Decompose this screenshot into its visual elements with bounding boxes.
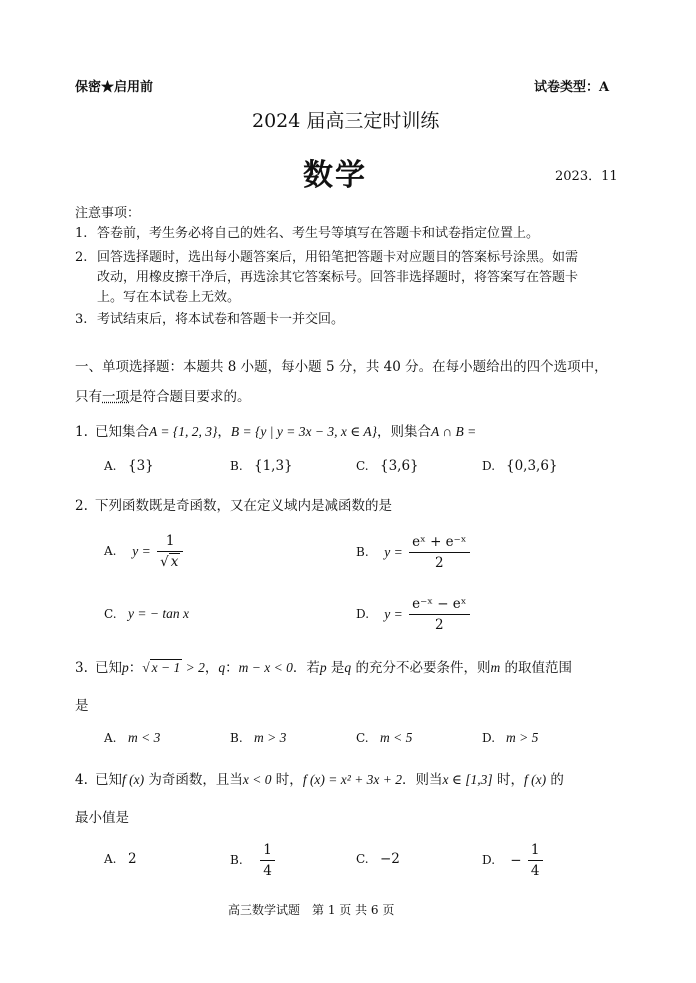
option-label: D. xyxy=(356,607,370,622)
fraction-denominator: 4 xyxy=(263,862,272,879)
q3-option-b xyxy=(230,730,286,746)
fraction-numerator: 1 xyxy=(157,533,183,552)
option-label: D. xyxy=(482,731,496,745)
question-text: ， xyxy=(217,424,231,440)
option-label: A. xyxy=(104,544,117,559)
question-number: 1. xyxy=(75,424,88,440)
note-item-3 xyxy=(75,308,344,327)
note-number: 2. xyxy=(75,250,88,265)
question-text: 已知 xyxy=(95,772,122,788)
var-m: m xyxy=(490,660,501,675)
q2-option-b xyxy=(356,534,472,572)
q3-option-a xyxy=(104,730,160,746)
note-number: 1. xyxy=(75,226,88,241)
q4-option-d xyxy=(482,842,545,880)
function-f: f (x) xyxy=(523,772,547,787)
set-b: B = {y | y = 3x − 3, x ∈ A} xyxy=(230,424,377,439)
option-lhs: y = xyxy=(384,606,403,622)
question-text: ．若 xyxy=(292,660,320,676)
question-text: ，则集合 xyxy=(376,424,431,440)
question-3 xyxy=(75,656,572,676)
option-label: A. xyxy=(104,852,117,866)
option-value: {0,3,6} xyxy=(506,458,558,474)
q3-option-d xyxy=(482,730,538,746)
page-title: 2024 届高三定时训练 xyxy=(252,110,440,132)
q3-option-c xyxy=(356,730,412,746)
fraction xyxy=(409,534,469,572)
section-heading-line1: 一、单项选择题：本题共 8 小题，每小题 5 分，共 40 分。在每小题给出的四个选项中， xyxy=(75,359,608,375)
option-value: m > 5 xyxy=(506,730,539,745)
condition: x < 0 xyxy=(242,772,272,787)
function-f: f (x) xyxy=(122,772,145,787)
question-1 xyxy=(75,420,476,440)
question-2 xyxy=(75,494,392,514)
question-text: 是 xyxy=(326,660,345,676)
section-heading-line2 xyxy=(75,385,251,405)
option-label: A. xyxy=(104,731,117,745)
q2-option-d xyxy=(356,596,472,634)
option-label: C. xyxy=(104,607,117,621)
option-label: B. xyxy=(230,731,243,745)
q1-option-c xyxy=(356,458,419,474)
option-value: −2 xyxy=(380,851,400,867)
var-p: p xyxy=(122,660,129,675)
question-text: ： xyxy=(225,660,239,676)
question-text: 时， xyxy=(271,772,303,788)
fraction-numerator: 1 xyxy=(528,842,543,861)
minus-sign: − xyxy=(510,852,522,869)
q2-option-a xyxy=(104,533,185,571)
section-emphasis: 一项 xyxy=(102,389,129,405)
option-label: D. xyxy=(482,853,496,868)
question-text: 的 xyxy=(546,772,564,788)
condition-p: > 2 xyxy=(182,660,205,675)
note-item-1 xyxy=(75,222,539,241)
section-text: 是符合题目要求的。 xyxy=(129,389,251,405)
fraction-denominator xyxy=(157,552,183,571)
option-label: C. xyxy=(356,852,369,866)
question-text: 下列函数既是奇函数，又在定义域内是减函数的是 xyxy=(95,498,392,514)
var-p: p xyxy=(319,660,327,675)
note-text: 答卷前，考生务必将自己的姓名、考生号等填写在答题卡和试卷指定位置上。 xyxy=(97,226,540,241)
q4-option-c xyxy=(356,851,400,867)
confidential-mark: 保密★启用前 xyxy=(75,80,154,95)
option-label: C. xyxy=(356,459,369,473)
page-footer: 高三数学试题 第 1 页 共 6 页 xyxy=(228,903,395,917)
question-number: 2. xyxy=(75,498,88,514)
question-number: 4. xyxy=(75,772,88,788)
option-label: D. xyxy=(482,459,496,473)
question-number: 3. xyxy=(75,660,88,676)
set-expression: A ∩ B = xyxy=(430,424,477,439)
option-value: {1,3} xyxy=(254,458,293,474)
fraction xyxy=(528,842,543,880)
fraction-numerator: eˣ + e⁻ˣ xyxy=(409,534,469,553)
q4-option-b xyxy=(230,842,277,880)
question-text: 时， xyxy=(492,772,524,788)
question-text: 为奇函数，且当 xyxy=(144,772,243,788)
option-value: m < 3 xyxy=(128,730,161,745)
question-text: ， xyxy=(204,660,219,676)
option-value: m < 5 xyxy=(380,730,413,745)
q1-option-a xyxy=(104,458,154,474)
note-item-2 xyxy=(75,246,578,265)
fraction xyxy=(157,533,183,571)
notes-heading: 注意事项： xyxy=(75,206,141,221)
paper-type: 试卷类型：A xyxy=(534,80,610,95)
question-text: ．则当 xyxy=(402,772,443,788)
exam-date: 2023．11 xyxy=(555,169,618,184)
option-label: B. xyxy=(230,459,243,473)
fraction-denominator: 4 xyxy=(530,862,540,879)
question-text: 已知集合 xyxy=(95,424,149,440)
q2-option-c xyxy=(104,606,189,622)
question-text: ： xyxy=(128,660,143,676)
fraction-numerator: e⁻ˣ − eˣ xyxy=(409,596,469,615)
fraction xyxy=(260,842,275,880)
note-text: 考试结束后，将本试卷和答题卡一并交回。 xyxy=(97,312,345,327)
question-4-line2: 最小值是 xyxy=(75,810,129,826)
question-text: 已知 xyxy=(95,660,122,676)
question-text: 的充分不必要条件，则 xyxy=(351,660,491,676)
note-number: 3. xyxy=(75,312,88,327)
option-value: 2 xyxy=(128,851,137,867)
fraction-numerator: 1 xyxy=(260,842,275,861)
var-q: q xyxy=(218,660,226,675)
note-item-2-line3: 上。写在本试卷上无效。 xyxy=(97,290,241,305)
fraction-denominator: 2 xyxy=(435,616,444,633)
option-value: y = − tan x xyxy=(128,606,189,621)
radicand: x − 1 xyxy=(151,660,181,675)
option-label: B. xyxy=(230,853,243,868)
var-q: q xyxy=(344,660,352,675)
fraction xyxy=(409,596,469,634)
option-value: m > 3 xyxy=(254,730,287,745)
question-text: 的取值范围 xyxy=(500,660,573,676)
condition: x ∈ [1,3] xyxy=(442,772,493,787)
option-lhs: y = xyxy=(384,544,403,560)
option-value: {3} xyxy=(128,458,154,474)
q1-option-d xyxy=(482,458,558,474)
note-text: 回答选择题时，选出每小题答案后，用铅笔把答题卡对应题目的答案标号涂黑。如需 xyxy=(97,250,579,265)
set-a: A = {1, 2, 3} xyxy=(149,424,218,439)
option-label: C. xyxy=(356,731,369,745)
q1-option-b xyxy=(230,458,293,474)
q4-option-a xyxy=(104,851,137,867)
option-lhs: y = xyxy=(132,543,151,559)
function-definition: f (x) = x² + 3x + 2 xyxy=(302,772,403,787)
option-label: A. xyxy=(104,459,117,473)
subject-title: 数学 xyxy=(303,158,367,193)
option-label: B. xyxy=(356,545,369,560)
fraction-denominator: 2 xyxy=(435,554,444,571)
radicand: x xyxy=(170,553,179,570)
square-root: √ x xyxy=(160,553,179,570)
option-value: {3,6} xyxy=(380,458,419,474)
question-3-line2: 是 xyxy=(75,698,89,714)
question-4 xyxy=(75,768,564,788)
section-text: 只有 xyxy=(75,389,102,405)
condition-q: m − x < 0 xyxy=(238,660,293,675)
square-root: √ x − 1 xyxy=(142,660,181,675)
note-item-2-line2: 改动，用橡皮擦干净后，再选涂其它答案标号。回答非选择题时，将答案写在答题卡 xyxy=(97,270,579,285)
